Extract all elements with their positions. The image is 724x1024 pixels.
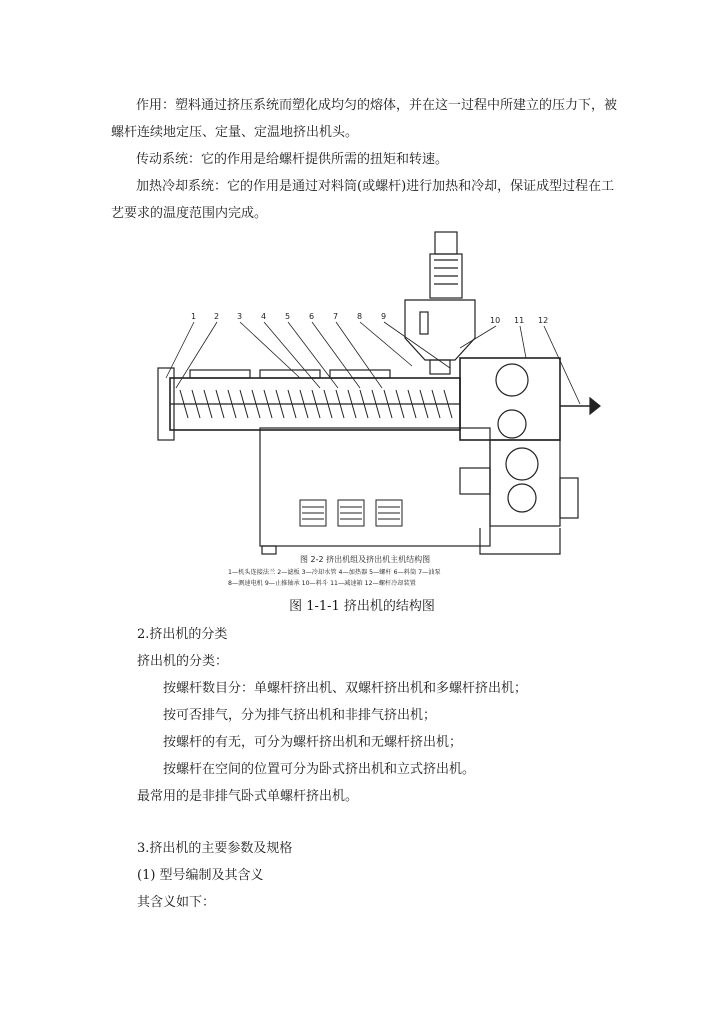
callout-12: 12	[538, 316, 549, 325]
extruder-figure	[150, 228, 606, 590]
callout-10: 10	[490, 316, 501, 325]
callout-1: 1	[191, 312, 197, 321]
extruder-drawing	[150, 228, 606, 590]
callout-4: 4	[261, 312, 267, 321]
callout-3: 3	[237, 312, 243, 321]
callout-2: 2	[214, 312, 220, 321]
section3-subheading: (1) 型号编制及其含义	[137, 868, 264, 883]
figure-legend-line2: 8—测速电机 9—止推轴承 10—料斗 11—减速箱 12—螺杆冷却装置	[228, 580, 416, 587]
section2-item-2: 按可否排气，分为排气挤出机和非排气挤出机；	[163, 708, 437, 723]
callout-8: 8	[357, 312, 363, 321]
section2-item-1: 按螺杆数目分：单螺杆挤出机、双螺杆挤出机和多螺杆挤出机；	[163, 681, 528, 696]
section2-heading: 2.挤出机的分类	[137, 627, 228, 642]
figure-caption: 图 1-1-1 挤出机的结构图	[289, 599, 435, 614]
paragraph-function-line1: 作用：塑料通过挤压系统而塑化成均匀的熔体，并在这一过程中所建立的压力下，被	[136, 98, 618, 113]
section2-item-3: 按螺杆的有无，可分为螺杆挤出机和无螺杆挤出机；	[163, 735, 463, 750]
callout-11: 11	[514, 316, 525, 325]
section3-heading: 3.挤出机的主要参数及规格	[137, 841, 293, 856]
figure-inner-caption: 图 2-2 挤出机组及挤出机主机结构图	[300, 555, 431, 564]
callout-5: 5	[285, 312, 291, 321]
figure-legend-line1: 1—机头连接法兰 2—滤板 3—冷却水管 4—加热器 5—螺杆 6—料筒 7—油泵	[228, 569, 441, 576]
paragraph-heating-line1: 加热冷却系统：它的作用是通过对料筒(或螺杆)进行加热和冷却，保证成型过程在工	[136, 179, 615, 194]
section2-intro: 挤出机的分类：	[137, 654, 229, 669]
motor-top-cap	[435, 232, 457, 254]
paragraph-function-line2: 螺杆连续地定压、定量、定温地挤出机头。	[111, 125, 359, 140]
callout-7: 7	[333, 312, 339, 321]
machine-base	[260, 428, 490, 546]
callout-9: 9	[381, 312, 387, 321]
section2-item-4: 按螺杆在空间的位置可分为卧式挤出机和立式挤出机。	[163, 762, 476, 777]
paragraph-drive-system: 传动系统：它的作用是给螺杆提供所需的扭矩和转速。	[136, 152, 449, 167]
section2-summary: 最常用的是非排气卧式单螺杆挤出机。	[137, 789, 359, 804]
paragraph-heating-line2: 艺要求的温度范围内完成。	[111, 206, 268, 221]
section3-meaning: 其含义如下：	[137, 895, 216, 910]
hopper-shape	[405, 300, 475, 360]
callout-6: 6	[309, 312, 315, 321]
